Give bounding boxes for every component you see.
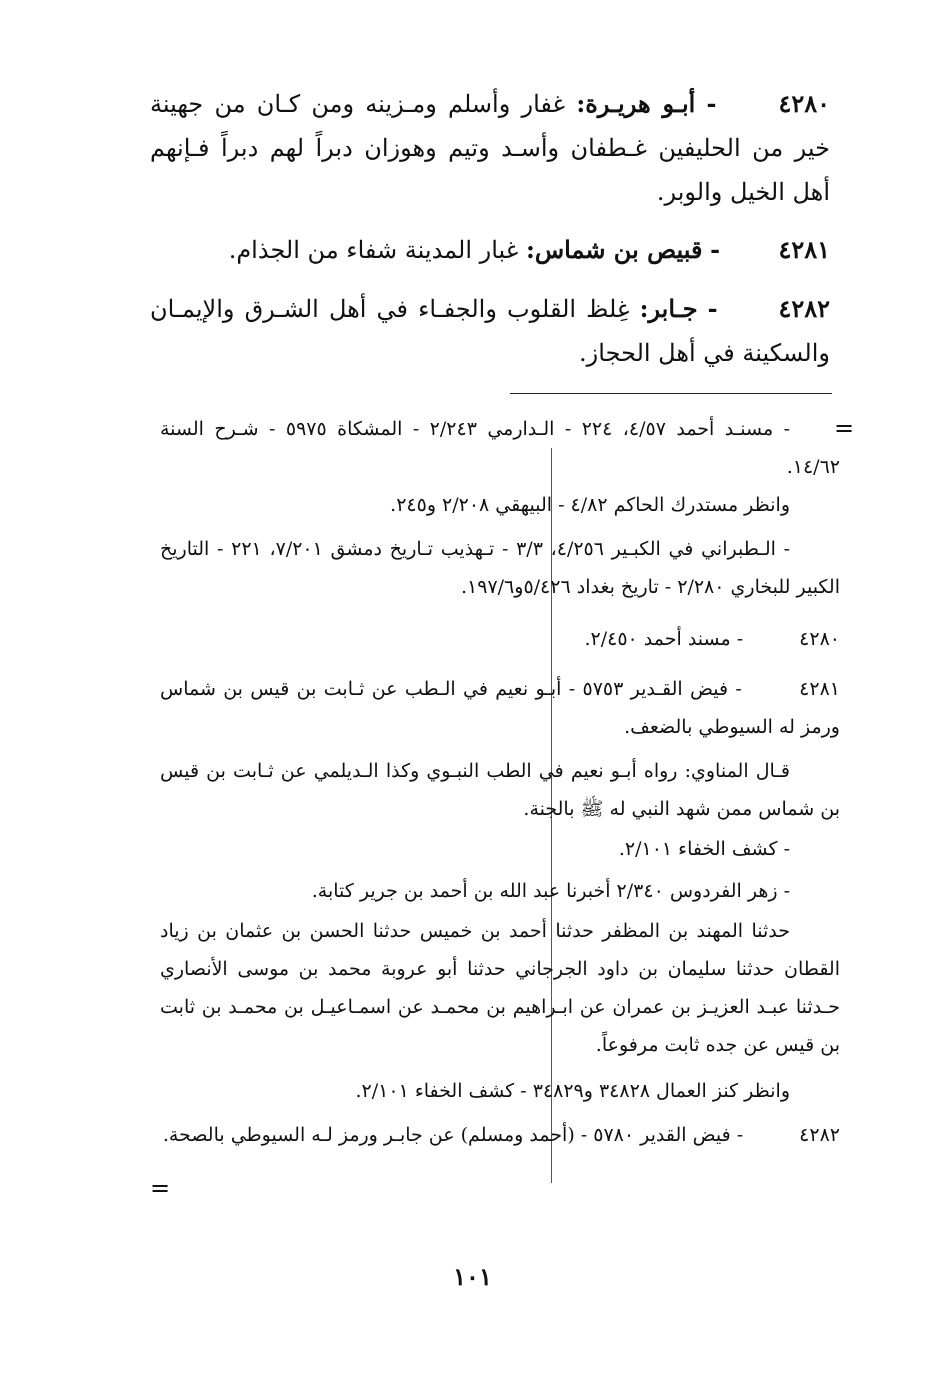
hadith-4280 xyxy=(150,82,830,214)
hadith-4282 xyxy=(150,287,830,375)
hadith-number: ٤٢٨٠ - xyxy=(706,89,831,118)
footnote-sources: - مسنـد أحمد ٤/٥٧، ٢٢٤ - الـدارمي ٢/٢٤٣ - المشكاة ٥٩٧٥ - شـرح السنة ١٤/٦٢. xyxy=(160,418,840,478)
footnote-4280: ٤٢٨٠ - مسند أحمد ٢/٤٥٠. xyxy=(584,628,840,650)
page-number: ١٠١ xyxy=(453,1262,492,1291)
hadith-number: ٤٢٨٢ - xyxy=(707,294,831,323)
footnote-kashf: - كشف الخفاء ٢/١٠١. xyxy=(618,838,790,860)
footnote-kanz: وانظر كنز العمال ٣٤٨٢٨ و٣٤٨٢٩ - كشف الخفاء ٢/١٠١. xyxy=(355,1080,790,1102)
continuation-mark-bottom: = xyxy=(150,1174,171,1202)
footnote-zahr: - زهر الفردوس ٢/٣٤٠ أخبرنا عبد الله بن أحمد بن جرير كتابة. xyxy=(311,880,790,902)
hadith-narrator: أبـو هريـرة: xyxy=(576,89,696,118)
hadith-text: غِلظ القلوب والجفـاء في أهل الشـرق والإيمـان والسكينة في أهل الحجاز. xyxy=(150,295,830,367)
hadith-narrator: جـابر: xyxy=(639,294,698,323)
continuation-mark-top: = xyxy=(834,414,855,442)
footnote-isnad: حدثنا المهند بن المظفر حدثنا أحمد بن خميس حدثنا الحسن بن عثمان بن زياد القطان حدثنا سليمان بن داود الجرجاني حدثنا أبو عروبة محمد بن موسى الأنصاري حـدثنا عبـد العزيـز بن عمران عن ابـراهيم بن محمـد عن اسمـاعيـل بن محمـد بن ثابت بن قيس عن جده ثابت مرفوعاً. xyxy=(160,920,840,1056)
footnote-sources: - الـطبراني في الكبـير ٤/٢٥٦، ٣/٣ - تـهذيب تـاريخ دمشق ٧/٢٠١، ٢٢١ - التاريخ الكبير للبخاري ٢/٢٨٠ - تاريخ بغداد ٥/٤٢٦و١٩٧/٦. xyxy=(160,538,840,598)
hadith-number: ٤٢٨١ - xyxy=(710,235,830,264)
footnote-4281: ٤٢٨١ - فيض القـدير ٥٧٥٣ - أبـو نعيم في الـطب عن ثـابت بن قيس بن شماس ورمز له السيوطي بالضعف. xyxy=(160,678,840,738)
hadith-narrator: قبيص بن شماس: xyxy=(525,235,703,264)
footnote-munawi: قـال المناوي: رواه أبـو نعيم في الطب النبـوي وكذا الـديلمي عن ثـابت بن قيس بن شماس ممن شهد النبي له ﷺ بالجنة. xyxy=(160,760,840,820)
hadith-text: غبار المدينة شفاء من الجذام. xyxy=(228,236,519,264)
footnote-sources: وانظر مستدرك الحاكم ٤/٨٢ - البيهقي ٢/٢٠٨ و٢٤٥. xyxy=(390,494,790,516)
footnote-divider xyxy=(510,393,832,394)
hadith-4281 xyxy=(150,228,830,272)
footnote-4282: ٤٢٨٢ - فيض القدير ٥٧٨٠ - (أحمد ومسلم) عن جابـر ورمز لـه السيوطي بالصحة. xyxy=(162,1124,840,1146)
hadith-text: غفار وأسلم ومـزينه ومن كـان من جهينة خير من الحليفين غـطفان وأسـد وتيم وهوزان دبراً لهم دبراً فـإنهم أهل الخيل والوبر. xyxy=(150,90,830,206)
